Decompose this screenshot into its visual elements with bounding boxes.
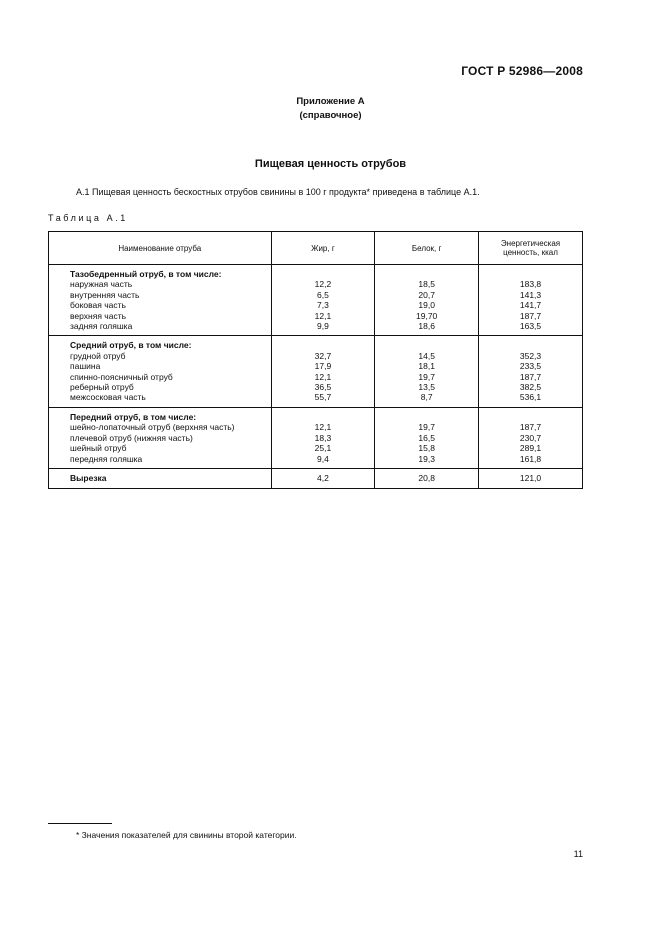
cut-name: боковая часть	[49, 300, 272, 310]
energy-value: 121,0	[479, 468, 583, 488]
energy-value: 352,3	[479, 351, 583, 361]
group-title: Передний отруб, в том числе:	[49, 407, 272, 422]
energy-value: 163,5	[479, 321, 583, 336]
table-row	[49, 392, 583, 407]
energy-value: 230,7	[479, 433, 583, 443]
table-row-cutlet	[49, 468, 583, 488]
protein-value: 18,5	[375, 279, 479, 289]
appendix-subtitle: (справочное)	[299, 110, 362, 121]
group-title: Тазобедренный отруб, в том числе:	[49, 265, 272, 280]
fat-value: 12,2	[271, 279, 375, 289]
fat-value: 6,5	[271, 290, 375, 300]
table-row	[49, 279, 583, 289]
cut-name: шейный отруб	[49, 443, 272, 453]
cut-name: спинно-поясничный отруб	[49, 372, 272, 382]
protein-value: 13,5	[375, 382, 479, 392]
fat-value: 55,7	[271, 392, 375, 407]
fat-value: 9,4	[271, 454, 375, 469]
fat-value: 18,3	[271, 433, 375, 443]
cut-name: передняя голяшка	[49, 454, 272, 469]
fat-value: 12,1	[271, 422, 375, 432]
cut-name: шейно-лопаточный отруб (верхняя часть)	[49, 422, 272, 432]
table-row	[49, 300, 583, 310]
column-header-energy: Энергетическая ценность, ккал	[479, 232, 583, 265]
energy-value: 183,8	[479, 279, 583, 289]
fat-value: 17,9	[271, 361, 375, 371]
table-row	[49, 443, 583, 453]
protein-value: 19,3	[375, 454, 479, 469]
protein-value: 16,5	[375, 433, 479, 443]
protein-value: 19,0	[375, 300, 479, 310]
energy-value: 187,7	[479, 372, 583, 382]
protein-value: 19,7	[375, 372, 479, 382]
fat-value: 7,3	[271, 300, 375, 310]
column-header-fat: Жир, г	[271, 232, 375, 265]
energy-value: 233,5	[479, 361, 583, 371]
fat-value: 25,1	[271, 443, 375, 453]
nutrition-table	[48, 231, 583, 489]
document-id: ГОСТ Р 52986—2008	[461, 64, 583, 78]
footnote-divider	[48, 823, 112, 824]
energy-value: 289,1	[479, 443, 583, 453]
appendix-title: Приложение А	[296, 96, 365, 107]
cut-name: реберный отруб	[49, 382, 272, 392]
table-row	[49, 290, 583, 300]
cut-name: плечевой отруб (нижняя часть)	[49, 433, 272, 443]
table-row	[49, 321, 583, 336]
energy-value: 382,5	[479, 382, 583, 392]
protein-value: 19,7	[375, 422, 479, 432]
table-row	[49, 372, 583, 382]
protein-value: 14,5	[375, 351, 479, 361]
fat-value: 4,2	[271, 468, 375, 488]
group-row	[49, 336, 583, 351]
column-header-protein: Белок, г	[375, 232, 479, 265]
fat-value: 9,9	[271, 321, 375, 336]
energy-value: 536,1	[479, 392, 583, 407]
energy-value: 141,3	[479, 290, 583, 300]
protein-value: 18,1	[375, 361, 479, 371]
table-header-row	[49, 232, 583, 265]
table-row	[49, 361, 583, 371]
cut-name: наружная часть	[49, 279, 272, 289]
fat-value: 36,5	[271, 382, 375, 392]
intro-paragraph: А.1 Пищевая ценность бескостных отрубов свинины в 100 г продукта* приведена в таблице А.1.	[76, 187, 480, 197]
energy-value: 187,7	[479, 422, 583, 432]
protein-value: 20,8	[375, 468, 479, 488]
column-header-name: Наименование отруба	[49, 232, 272, 265]
fat-value: 12,1	[271, 311, 375, 321]
table-label: Таблица А.1	[48, 213, 128, 223]
cut-name: задняя голяшка	[49, 321, 272, 336]
table-row	[49, 351, 583, 361]
page-number: 11	[573, 849, 583, 859]
cut-name: Вырезка	[49, 468, 272, 488]
table-row	[49, 311, 583, 321]
protein-value: 8,7	[375, 392, 479, 407]
section-title: Пищевая ценность отрубов	[254, 158, 407, 170]
table-row	[49, 454, 583, 469]
energy-value: 187,7	[479, 311, 583, 321]
protein-value: 15,8	[375, 443, 479, 453]
protein-value: 18,6	[375, 321, 479, 336]
table-row	[49, 433, 583, 443]
protein-value: 20,7	[375, 290, 479, 300]
appendix-heading	[0, 95, 661, 123]
fat-value: 12,1	[271, 372, 375, 382]
footnote: * Значения показателей для свинины второй категории.	[76, 830, 297, 840]
cut-name: межсосковая часть	[49, 392, 272, 407]
fat-value: 32,7	[271, 351, 375, 361]
group-row	[49, 407, 583, 422]
cut-name: внутренняя часть	[49, 290, 272, 300]
energy-value: 161,8	[479, 454, 583, 469]
cut-name: пашина	[49, 361, 272, 371]
table-row	[49, 382, 583, 392]
cut-name: грудной отруб	[49, 351, 272, 361]
group-row	[49, 265, 583, 280]
cut-name: верхняя часть	[49, 311, 272, 321]
energy-value: 141,7	[479, 300, 583, 310]
group-title: Средний отруб, в том числе:	[49, 336, 272, 351]
table-row	[49, 422, 583, 432]
protein-value: 19,70	[375, 311, 479, 321]
